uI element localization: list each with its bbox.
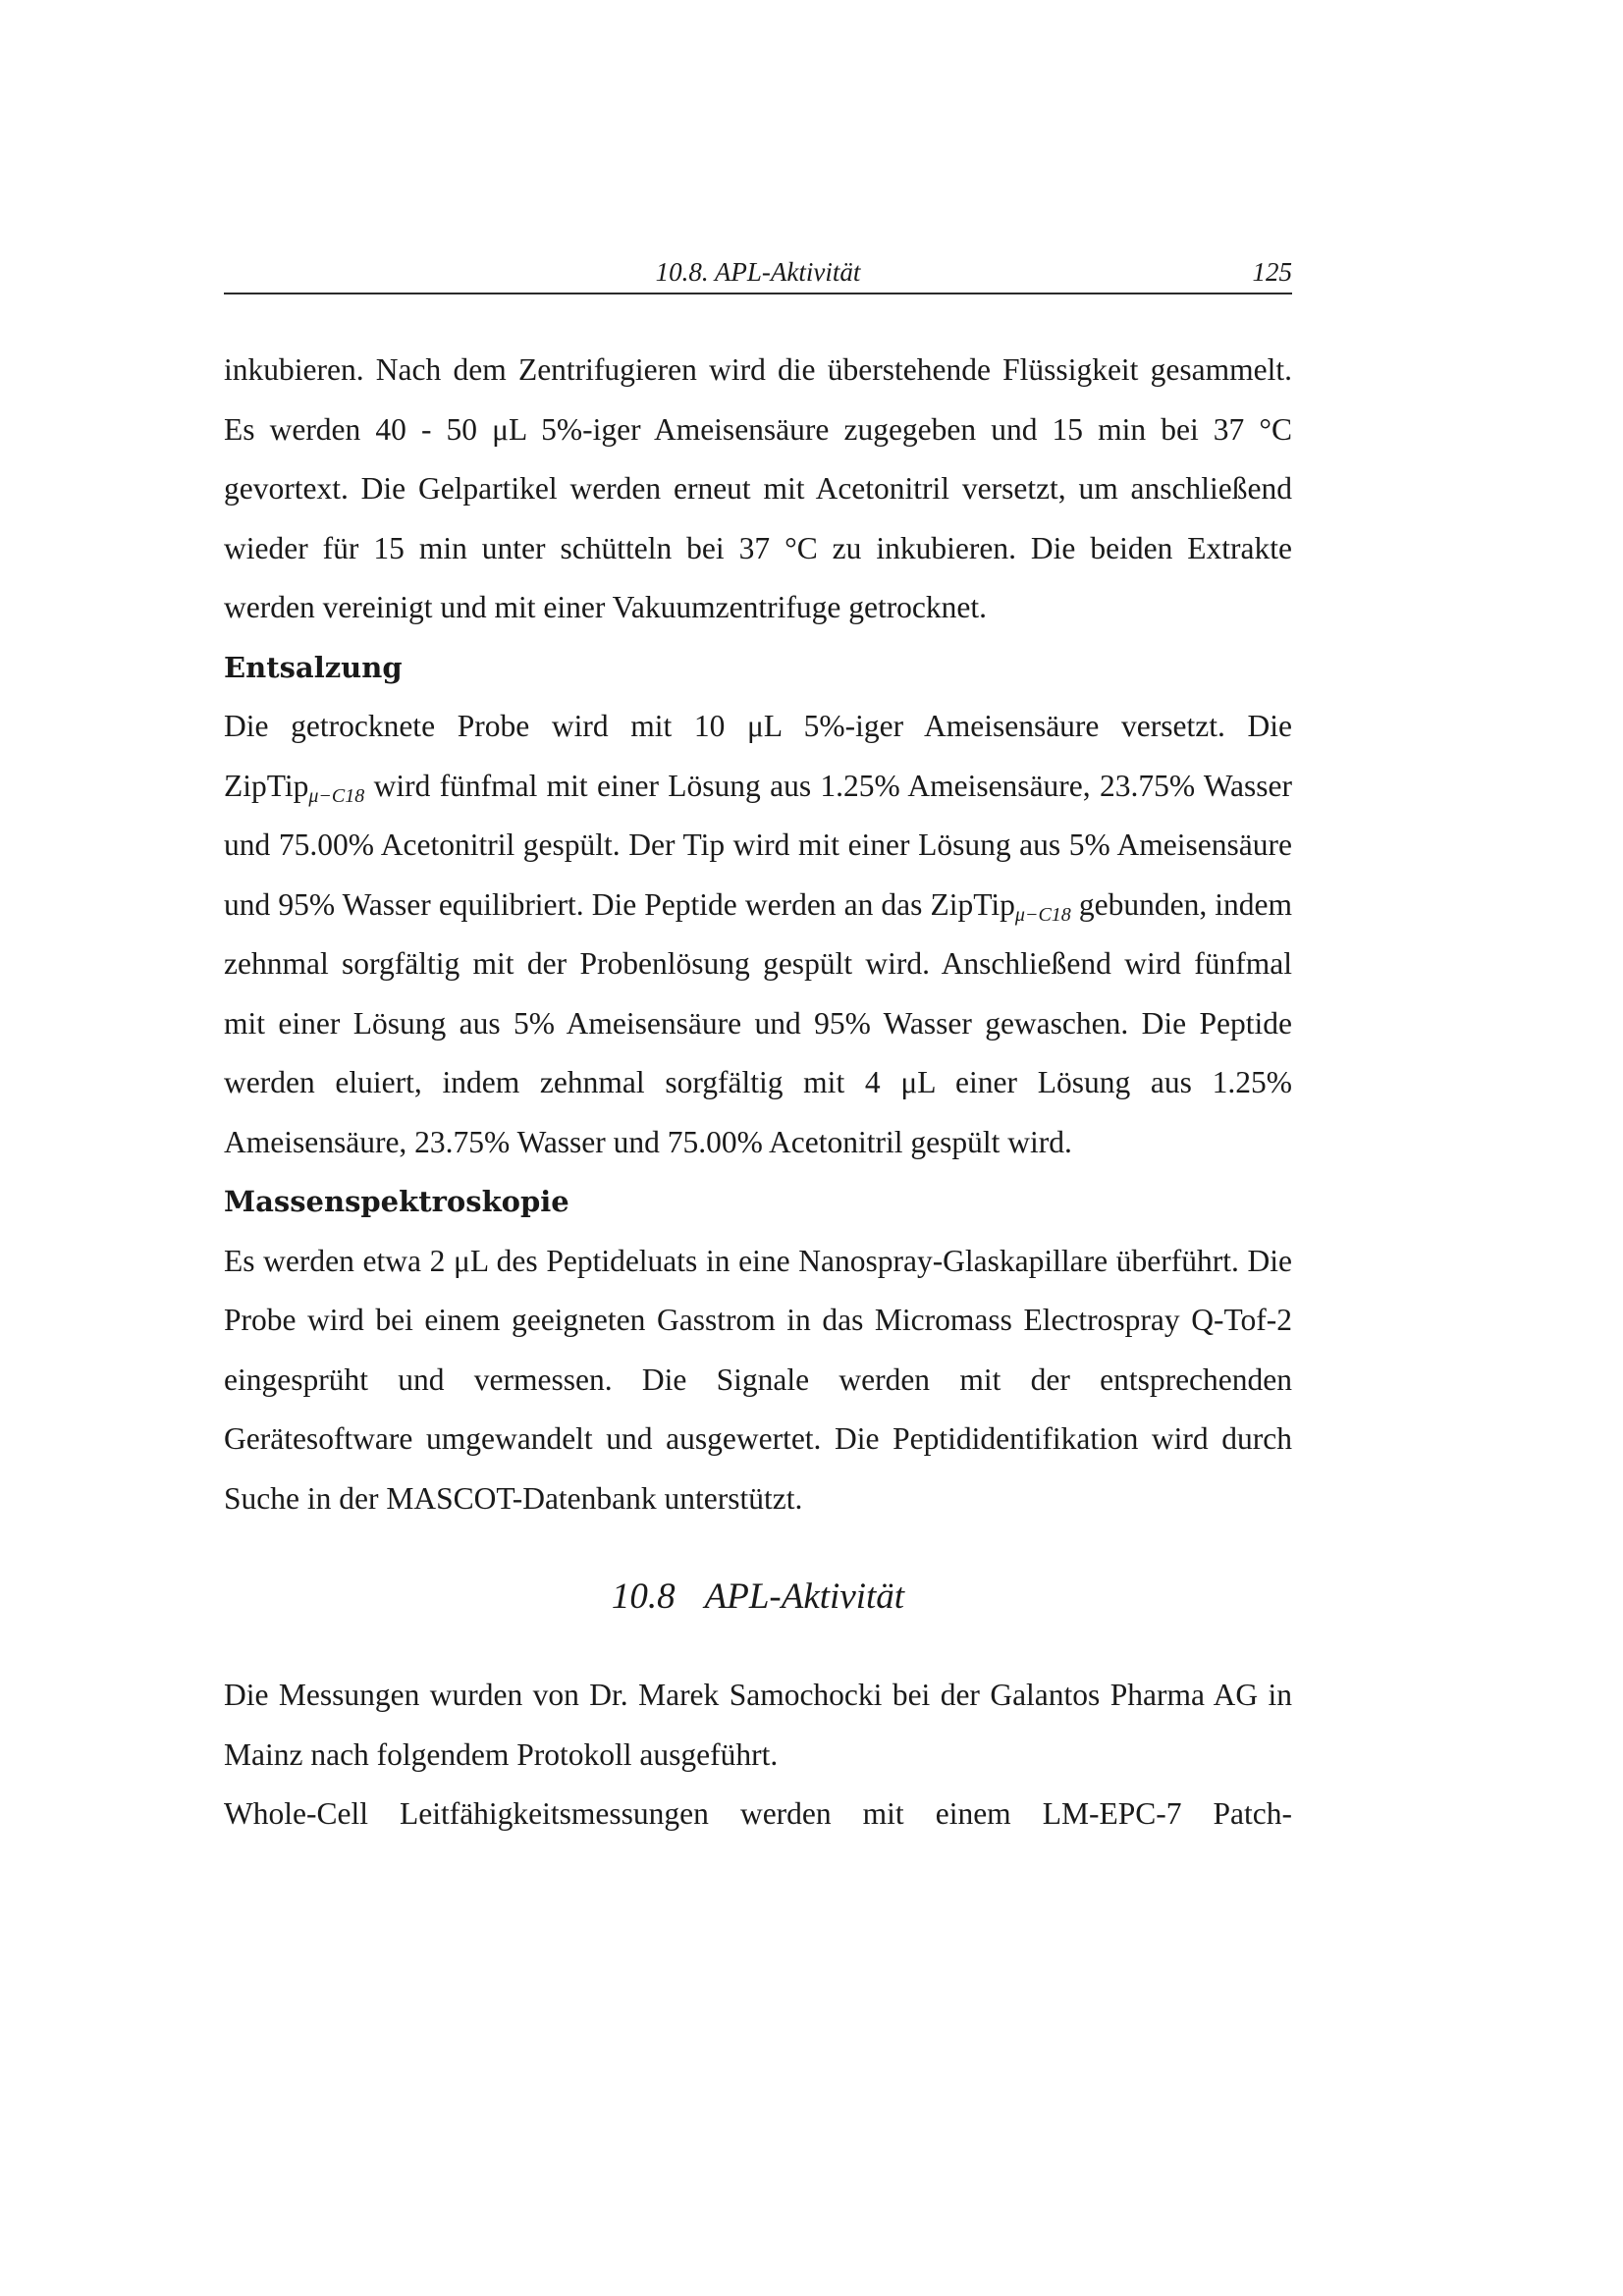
running-head-title: 10.8. APL-Aktivität xyxy=(655,257,861,287)
paragraph-apl-intro: Die Messungen wurden von Dr. Marek Samochocki bei der Galantos Pharma AG in Mainz nach folgendem Protokoll ausgeführt. xyxy=(224,1678,1292,1772)
paragraph-apl-method: Whole-Cell Leitfähigkeitsmessungen werden mit einem LM-EPC-7 Patch- xyxy=(224,1796,1292,1831)
body-text xyxy=(224,341,1292,1844)
running-head xyxy=(224,257,1292,294)
entsalzung-text-3: gebunden, indem zehnmal sorgfältig mit der Probenlösung gespült wird. Anschließend wird fünfmal mit einer Lösung aus 5% Ameisensäure und 95% Wasser gewaschen. Die Peptide werden eluiert, indem zehnmal sorgfältig mit 4 μL einer Lösung aus 1.25% Ameisensäure, 23.75% Wasser und 75.00% Acetonitril gespült wird. xyxy=(224,886,1293,1159)
section-heading xyxy=(224,1568,1292,1627)
paragraph-entsalzung xyxy=(224,697,1292,1172)
ziptip-subscript: μ−C18 xyxy=(1014,903,1071,926)
section-title: APL-Aktivität xyxy=(704,1576,905,1617)
paragraph-extraction: inkubieren. Nach dem Zentrifugieren wird die überstehende Flüssigkeit gesammelt. Es werden 40 - 50 μL 5%-iger Ameisensäure zugegeben und 15 min bei 37 °C gevortext. Die Gelpartikel werden erneut mit Acetonitril versetzt, um anschließend wieder für 15 min unter schütteln bei 37 °C zu inkubieren. Die beiden Extrakte werden vereinigt und mit einer Vakuumzentrifuge getrocknet. xyxy=(224,352,1292,624)
ziptip-subscript: μ−C18 xyxy=(308,784,365,807)
section-number: 10.8 xyxy=(611,1576,676,1617)
page xyxy=(224,0,1292,2296)
entsalzung-text-2: wird fünfmal mit einer Lösung aus 1.25% Ameisensäure, 23.75% Wasser und 75.00% Acetonitril gespült. Der Tip wird mit einer Lösung aus 5% Ameisensäure und 95% Wasser equilibriert. Die Peptide werden an das xyxy=(224,768,1292,922)
heading-entsalzung: Entsalzung xyxy=(224,650,403,684)
heading-massenspektroskopie: Massenspektroskopie xyxy=(224,1185,569,1218)
ziptip-term: ZipTip xyxy=(930,886,1015,922)
page-number: 125 xyxy=(1252,257,1292,287)
entsalzung-text-1: Die getrocknete Probe wird mit 10 μL 5%-iger Ameisensäure versetzt. Die xyxy=(224,709,1292,743)
ziptip-term: ZipTip xyxy=(224,768,309,803)
paragraph-massenspektroskopie: Es werden etwa 2 μL des Peptideluats in eine Nanospray-Glaskapillare überführt. Die Probe wird bei einem geeigneten Gasstrom in das Micromass Electrospray Q-Tof-2 eingesprüht und vermessen. Die Signale werden mit der entsprechenden Gerätesoftware umgewandelt und ausgewertet. Die Peptididentifikation wird durch Suche in der MASCOT-Datenbank unterstützt. xyxy=(224,1243,1292,1516)
